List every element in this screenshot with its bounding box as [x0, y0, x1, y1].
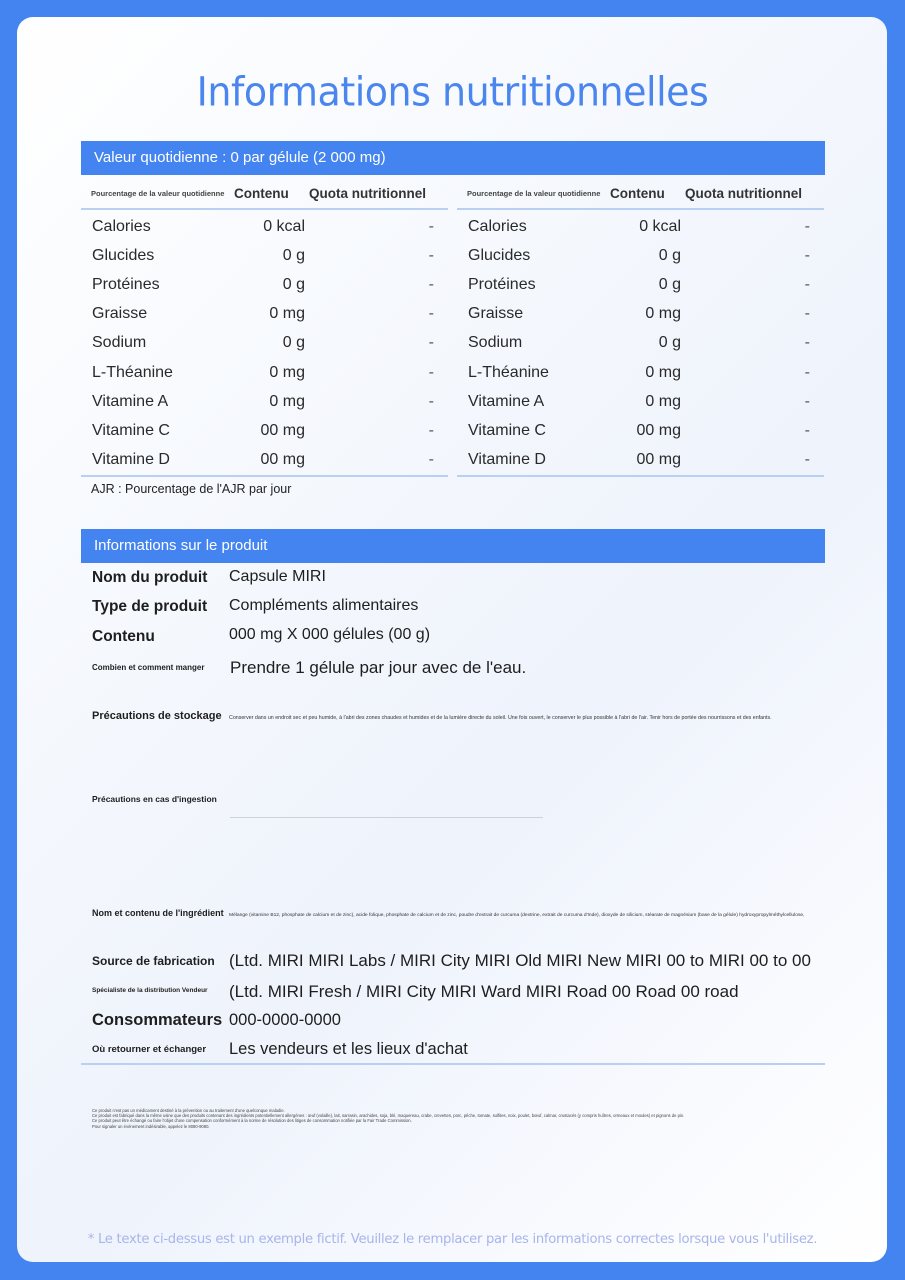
table-row — [457, 387, 824, 416]
field-value: Compléments alimentaires — [229, 597, 419, 614]
fine-print — [92, 1108, 684, 1129]
nutrient-value: 0 g — [658, 275, 681, 293]
nutrient-value: 00 mg — [636, 421, 681, 439]
field-value: Les vendeurs et les lieux d'achat — [229, 1040, 468, 1058]
nutrient-value: 0 g — [658, 334, 681, 352]
nutrient-name: Graisse — [92, 305, 148, 323]
field-value: Conserver dans un endroit sec et peu humide, à l'abri des zones chaudes et humides et de la lumière directe du soleil. Une fois ouvert, le conserver le plus possible à l'abri de l'air. Tenir hors de portée des nourrissons et des enfants. — [229, 715, 772, 721]
field-label: Nom du produit — [92, 569, 208, 586]
nutrient-value: 0 g — [282, 334, 305, 352]
nutrient-name: Calories — [468, 217, 527, 235]
field-value: (Ltd. MIRI MIRI Labs / MIRI City MIRI Old MIRI New MIRI 00 to MIRI 00 to 00 — [229, 951, 811, 970]
nutrient-name: Vitamine D — [468, 451, 546, 469]
nutrient-value: 0 g — [282, 246, 305, 264]
table-row — [81, 300, 448, 329]
table-row — [457, 300, 824, 329]
nutrient-quota: - — [804, 334, 810, 352]
header-percent: Pourcentage de la valeur quotidienne — [91, 188, 225, 198]
field-label: Source de fabrication — [92, 954, 215, 968]
field-label: Consommateurs — [92, 1011, 223, 1029]
nutrient-name: Glucides — [92, 246, 155, 264]
nutrient-name: Vitamine A — [468, 392, 545, 410]
nutrient-value: 0 mg — [269, 363, 305, 381]
nutrition-band-title: Valeur quotidienne : 0 par gélule (2 000 mg) — [81, 141, 825, 175]
nutrient-name: Sodium — [468, 334, 523, 352]
nutrient-quota: - — [804, 363, 810, 381]
nutrient-value: 0 g — [282, 275, 305, 293]
field-label: Précautions de stockage — [92, 710, 222, 722]
nutrient-value: 0 g — [658, 246, 681, 264]
nutrition-table-header — [81, 178, 448, 210]
nutrient-quota: - — [428, 305, 434, 323]
nutrient-quota: - — [428, 217, 434, 235]
nutrient-value: 00 mg — [260, 421, 305, 439]
field-value: Prendre 1 gélule par jour avec de l'eau. — [230, 658, 527, 677]
nutrition-table-header — [457, 178, 824, 210]
table-row — [81, 212, 448, 241]
table-row — [457, 416, 824, 445]
fine-print-line: Ce produit peut être échangé ou faire l'objet d'une compensation conformément à la norme de résolution des litiges de consommation notifiée par la Fair Trade Commission. — [92, 1118, 412, 1124]
nutrient-name: Graisse — [468, 305, 524, 323]
field-label: Type de produit — [92, 598, 208, 615]
nutrient-name: Vitamine A — [92, 392, 169, 410]
nutrient-name: Glucides — [468, 246, 531, 264]
table-row — [81, 358, 448, 387]
field-value: Mélange (vitamine B12, phosphate de calcium et de zinc), acide folique, phosphate de calcium et de zinc, poudre d'extrait de curcuma (dextrine, extrait de curcuma d'Inde), dioxyde de silicium, stéarate de magnésium (base de la gélule) hydroxypropylméthylcellulose, — [229, 913, 805, 918]
table-row — [81, 446, 448, 475]
nutrient-name: Sodium — [92, 334, 147, 352]
table-row — [457, 270, 824, 299]
nutrient-quota: - — [804, 305, 810, 323]
table-row — [81, 270, 448, 299]
nutrient-value: 0 mg — [269, 305, 305, 323]
nutrient-value: 0 mg — [645, 305, 681, 323]
nutrient-quota: - — [428, 392, 434, 410]
nutrient-value: 0 mg — [269, 392, 305, 410]
nutrient-name: L-Théanine — [468, 363, 549, 381]
field-value: (Ltd. MIRI Fresh / MIRI City MIRI Ward MIRI Road 00 Road 00 road — [229, 982, 739, 1001]
nutrient-name: Calories — [92, 217, 151, 235]
nutrient-quota: - — [428, 275, 434, 293]
table-row — [457, 329, 824, 358]
nutrition-table-left — [81, 178, 448, 477]
table-row — [457, 241, 824, 270]
nutrient-name: Protéines — [468, 275, 536, 293]
header-quota: Quota nutritionnel — [685, 185, 802, 201]
table-row — [457, 358, 824, 387]
product-section-divider — [81, 1063, 825, 1065]
field-label: Spécialiste de la distribution Vendeur — [92, 987, 208, 994]
nutrient-name: Protéines — [92, 275, 160, 293]
ingestion-placeholder-line — [230, 817, 543, 818]
header-quota: Quota nutritionnel — [309, 185, 426, 201]
product-band-title: Informations sur le produit — [81, 529, 825, 563]
nutrient-quota: - — [428, 334, 434, 352]
nutrient-value: 0 mg — [645, 392, 681, 410]
table-row — [81, 416, 448, 445]
header-content: Contenu — [610, 185, 665, 201]
field-label: Contenu — [92, 628, 155, 645]
nutrition-table-right — [457, 178, 824, 477]
table-row — [81, 387, 448, 416]
fine-print-line: Ce produit est fabriqué dans la même usine que des produits contenant des ingrédients potentiellement allergènes : œuf (volaille), lait, sarrasin, arachides, soja, blé, maquereau, crabe, crevettes, porc, pêche, tomate, sulfites, noix, poulet, bœuf, calmar, crustacés (y compris huîtres, ormeaux et moules) et pignons de pin. — [92, 1113, 685, 1119]
nutrient-value: 00 mg — [260, 451, 305, 469]
nutrient-name: L-Théanine — [92, 363, 173, 381]
nutrient-name: Vitamine C — [468, 421, 546, 439]
field-label: Combien et comment manger — [92, 663, 205, 672]
nutrient-value: 0 kcal — [263, 217, 305, 235]
field-value: Capsule MIRI — [229, 568, 326, 585]
nutrient-value: 0 kcal — [639, 217, 681, 235]
page-title: Informations nutritionnelles — [196, 68, 709, 116]
nutrient-quota: - — [428, 421, 434, 439]
field-value: 000 mg X 000 gélules (00 g) — [229, 626, 431, 643]
nutrient-quota: - — [804, 246, 810, 264]
field-label: Précautions en cas d'ingestion — [92, 794, 217, 804]
nutrient-quota: - — [804, 421, 810, 439]
nutrient-name: Vitamine C — [92, 421, 170, 439]
nutrient-quota: - — [804, 217, 810, 235]
header-content: Contenu — [234, 185, 289, 201]
table-row — [81, 241, 448, 270]
table-row — [457, 446, 824, 475]
sample-disclaimer: * Le texte ci-dessus est un exemple fictif. Veuillez le remplacer par les informations correctes lorsque vous l'utilisez. — [87, 1232, 818, 1247]
nutrient-quota: - — [804, 392, 810, 410]
nutrient-quota: - — [804, 451, 810, 469]
fine-print-line: Pour signaler un événement indésirable, appelez le 8080-9080. — [92, 1123, 210, 1129]
nutrient-value: 0 mg — [645, 363, 681, 381]
nutrient-quota: - — [428, 246, 434, 264]
table-divider — [81, 475, 448, 477]
fine-print-line: Ce produit n'est pas un médicament destiné à la prévention ou au traitement d'une quelconque maladie. — [92, 1108, 285, 1113]
header-percent: Pourcentage de la valeur quotidienne — [467, 188, 601, 198]
table-divider — [457, 475, 824, 477]
field-label: Nom et contenu de l'ingrédient — [92, 908, 224, 918]
nutrient-quota: - — [428, 363, 434, 381]
table-row — [457, 212, 824, 241]
nutrient-quota: - — [804, 275, 810, 293]
nutrient-value: 00 mg — [636, 451, 681, 469]
nutrient-quota: - — [428, 451, 434, 469]
nutrient-name: Vitamine D — [92, 451, 170, 469]
table-row — [81, 329, 448, 358]
ajr-footnote: AJR : Pourcentage de l'AJR par jour — [91, 482, 292, 496]
field-label: Où retourner et échanger — [92, 1044, 207, 1055]
field-value: 000-0000-0000 — [229, 1011, 341, 1029]
